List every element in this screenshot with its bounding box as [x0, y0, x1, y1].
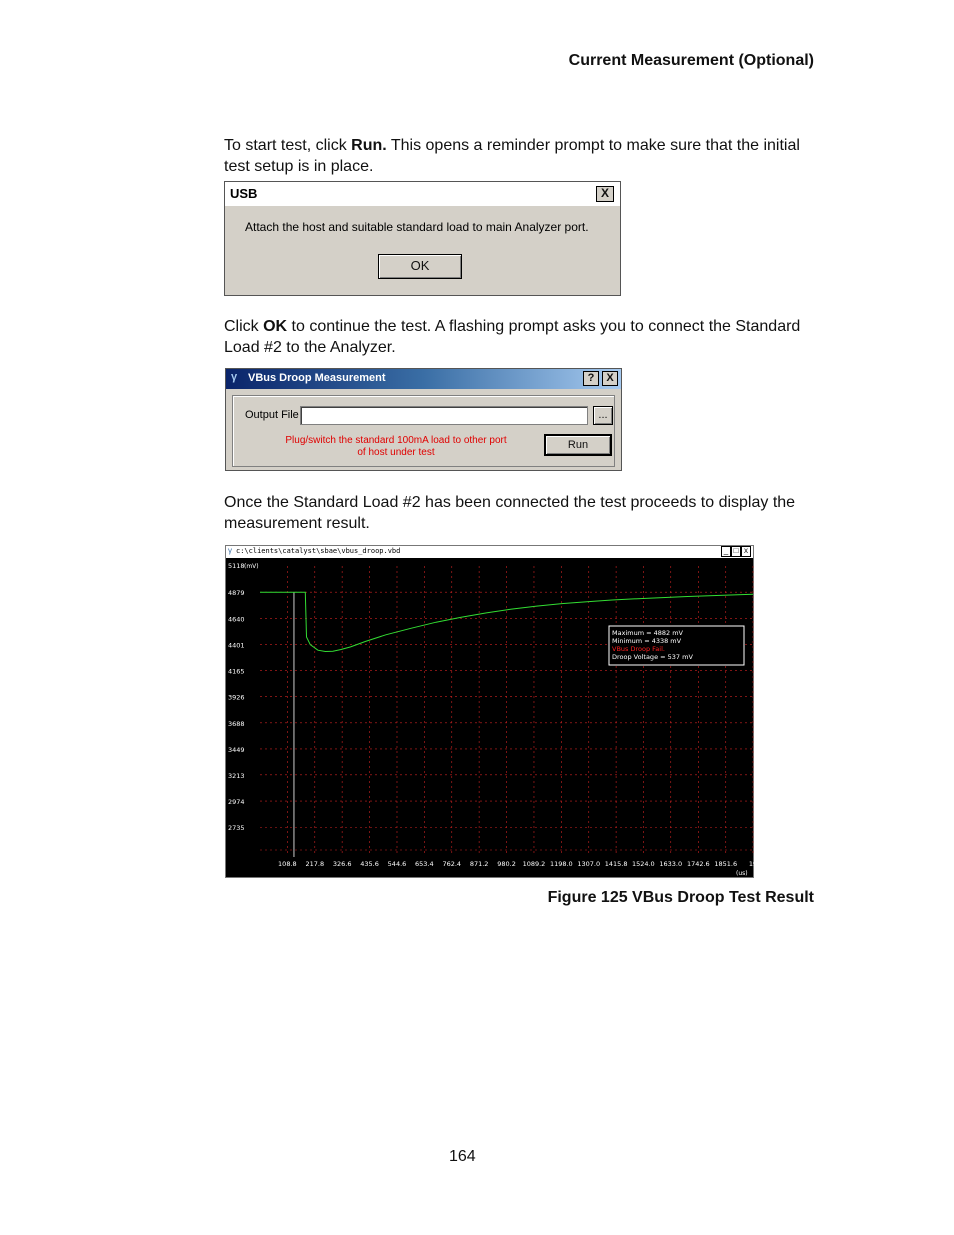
- y-tick-label: 3449: [228, 745, 245, 754]
- x-tick-label: 762.4: [442, 860, 462, 868]
- x-tick-label: 1089.2: [522, 860, 546, 868]
- usb-dialog-message: Attach the host and suitable standard load to main Analyzer port.: [245, 220, 589, 234]
- close-icon[interactable]: X: [602, 371, 618, 386]
- browse-button[interactable]: ...: [593, 406, 613, 425]
- x-tick-label: 871.2: [469, 860, 489, 868]
- section-title: Current Measurement (Optional): [568, 52, 814, 69]
- figure-caption: Figure 125 VBus Droop Test Result: [547, 889, 814, 906]
- y-tick-label: 2974: [228, 798, 245, 807]
- maximize-icon[interactable]: □: [731, 546, 741, 557]
- load-prompt-line2: of host under test: [357, 447, 435, 458]
- usb-dialog-titlebar: [225, 182, 620, 207]
- app-logo-icon: γ: [231, 371, 238, 383]
- chart-window: [225, 545, 758, 878]
- ok-button[interactable]: OK: [378, 254, 462, 279]
- x-tick-label: 1633.0: [659, 860, 683, 868]
- x-tick-label: 1198.0: [549, 860, 573, 868]
- vbus-droop-dialog: [225, 368, 622, 471]
- x-tick-label: 1742.6: [686, 860, 710, 868]
- y-tick-label: 3926: [228, 693, 245, 702]
- info-droop: Droop Voltage = 537 mV: [612, 653, 693, 661]
- minimize-icon[interactable]: _: [721, 546, 731, 557]
- y-tick-label: 3213: [228, 771, 245, 780]
- y-tick-label: 5118: [228, 562, 245, 570]
- y-tick-label: 4879: [228, 589, 245, 598]
- help-icon[interactable]: ?: [583, 371, 599, 386]
- vbus-droop-chart: [226, 558, 758, 877]
- click-ok-text-bold: OK: [263, 318, 288, 335]
- x-tick-label: 544.6: [387, 860, 407, 868]
- run-button[interactable]: Run: [544, 434, 612, 456]
- y-tick-label: 3688: [228, 719, 245, 728]
- y-tick-label: 4165: [228, 667, 245, 676]
- intro-text-post: This opens a reminder prompt to make sure that the initial test setup is in place.: [224, 137, 800, 175]
- x-tick-label: 435.6: [360, 860, 379, 868]
- info-minimum: Minimum = 4338 mV: [612, 637, 682, 645]
- output-file-input[interactable]: [300, 406, 588, 425]
- x-tick-label: 19: [748, 860, 758, 868]
- intro-paragraph: [224, 135, 824, 177]
- info-status: VBus Droop Fail.: [612, 645, 665, 653]
- chart-window-titlebar: [226, 546, 753, 558]
- click-ok-paragraph: [224, 316, 824, 358]
- intro-text-pre: To start test, click: [224, 137, 352, 154]
- x-tick-label: 1307.0: [577, 860, 601, 868]
- x-tick-label: 653.4: [415, 860, 434, 868]
- y-tick-label: 4401: [228, 641, 245, 650]
- y-tick-labels: [228, 562, 245, 832]
- y-tick-label: 4640: [228, 615, 245, 624]
- y-tick-label: 2735: [228, 824, 245, 833]
- close-icon[interactable]: x: [741, 546, 751, 557]
- y-axis-unit: (mV): [244, 563, 259, 570]
- intro-text-bold: Run.: [351, 137, 387, 154]
- close-icon[interactable]: X: [596, 186, 614, 202]
- click-ok-text-pre: Click: [224, 318, 264, 335]
- x-tick-label: 326.6: [332, 860, 352, 868]
- load-prompt: [266, 435, 526, 459]
- x-axis-unit: (us): [736, 870, 748, 877]
- usb-dialog-title: USB: [230, 186, 258, 201]
- x-tick-label: 1851.6: [714, 860, 738, 868]
- load-prompt-line1: Plug/switch the standard 100mA load to other port: [285, 435, 507, 446]
- app-logo-icon: γ: [228, 546, 232, 555]
- x-tick-label: 980.2: [497, 860, 516, 868]
- x-tick-label: 217.8: [305, 860, 325, 868]
- vbus-dialog-title: VBus Droop Measurement: [248, 372, 386, 384]
- click-ok-text-post: to continue the test. A flashing prompt asks you to connect the Standard Load #2 to the Analyzer.: [224, 318, 801, 356]
- usb-dialog: [224, 181, 621, 296]
- info-box: [609, 626, 744, 665]
- x-tick-label: 1415.8: [604, 860, 628, 868]
- page-number: 164: [449, 1148, 476, 1165]
- vbus-dialog-titlebar: [226, 369, 621, 389]
- output-file-label: Output File: [245, 409, 299, 421]
- chart-grid: [260, 566, 753, 853]
- x-tick-label: 1524.0: [631, 860, 655, 868]
- x-tick-label: 108.8: [278, 860, 297, 868]
- result-paragraph: Once the Standard Load #2 has been connected the test proceeds to display the measurement result.: [224, 494, 796, 532]
- info-maximum: Maximum = 4882 mV: [612, 629, 683, 637]
- x-tick-labels: [278, 860, 757, 868]
- chart-window-title: c:\clients\catalyst\sbae\vbus_droop.vbd: [236, 547, 401, 555]
